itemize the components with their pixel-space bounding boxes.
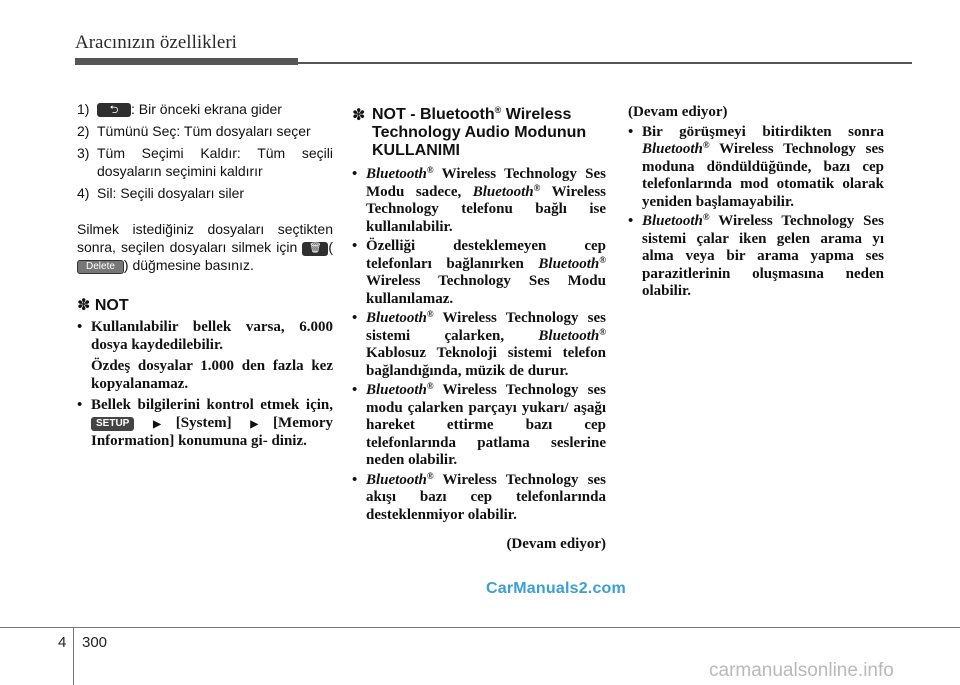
- list-item: • Bluetooth® Wireless Technology Ses sistemi çalar iken gelen arama yı alma veya bir arama yapma ses parazitlerinin oluşmasına neden olabilir.: [628, 212, 884, 299]
- bullet-text: Wireless Technology ses sistemi çalarken,: [366, 310, 606, 344]
- registered-mark: ®: [494, 105, 502, 115]
- bullet-extra-text: Özdeş dosyalar 1.000 den fazla kez kopyalanamaz.: [91, 358, 333, 392]
- step-number: 1): [77, 101, 90, 117]
- setup-key: SETUP: [91, 417, 134, 431]
- list-item: • Bellek bilgilerini kontrol etmek için, SETUP ▶ [System] ▶ [Memory Information] konumuna gi- diniz.: [77, 397, 334, 449]
- bluetooth-term: Bluetooth: [472, 183, 534, 200]
- page-number: 300: [82, 634, 108, 651]
- paren-open: (: [328, 239, 334, 255]
- note-prefix: NOT -: [372, 106, 420, 123]
- bluetooth-term: Bluetooth: [642, 141, 703, 157]
- continued-label: (Devam ediyor): [628, 104, 728, 120]
- registered-mark: ®: [599, 254, 606, 265]
- bullet-text: Kullanılabilir bellek varsa, 6.000 dosya kaydedilebilir.: [91, 319, 333, 353]
- step-number: 3): [77, 145, 90, 161]
- step-item: [77, 100, 333, 118]
- list-item: • Bir görüşmeyi bitirdikten sonra Bluetooth® Wireless Technology ses moduna döndüldüğünde, bazı cep telefonlarında mod otomatik olarak yeniden başlamayabilir.: [628, 123, 884, 210]
- arrow-right-icon: ▶: [250, 418, 270, 430]
- bluetooth-term: Bluetooth: [538, 255, 600, 272]
- bullet-text: Bir görüşmeyi bitirdikten sonra: [642, 123, 884, 140]
- step-item: [77, 144, 333, 180]
- registered-mark: ®: [702, 140, 710, 150]
- bullet-text: Bellek bilgilerini kontrol etmek için,: [91, 397, 333, 413]
- watermark-link[interactable]: CarManuals2.com: [486, 580, 626, 597]
- delete-instruction-end: ) düğmesine basınız.: [123, 257, 254, 273]
- list-item: • Bluetooth® Wireless Technology ses sistemi çalarken, Bluetooth® Kablosuz Teknoloji sistemi telefon bağlandığında, müzik de durur.: [352, 309, 606, 379]
- bluetooth-term: Bluetooth: [366, 166, 427, 182]
- registered-mark: ®: [426, 309, 434, 319]
- column-middle: [352, 106, 606, 554]
- page-header-title: Aracınızın özellikleri: [75, 32, 237, 53]
- delete-instruction: [77, 220, 333, 274]
- bullet-text: Wireless Technology Ses Modu sadece,: [366, 166, 606, 200]
- arrow-right-icon: ▶: [153, 418, 172, 430]
- bullet-text: Özelliği desteklemeyen cep telefonları bağlanırken: [366, 238, 606, 272]
- bluetooth-term: Bluetooth: [538, 327, 600, 344]
- bluetooth-term: Bluetooth: [366, 471, 427, 488]
- header-rule-thin: [298, 62, 912, 64]
- bullet-text: Wireless Technology Ses Modu kullanılamaz.: [366, 273, 606, 307]
- note-heading: [352, 106, 606, 160]
- bluetooth-term: Bluetooth: [366, 310, 427, 326]
- list-item: • Bluetooth® Wireless Technology Ses Modu sadece, Bluetooth® Wireless Technology telefonu bağlı ise kullanılabilir.: [352, 165, 607, 235]
- column-left: [77, 100, 333, 453]
- delete-key: Delete: [77, 260, 124, 274]
- note-title: NOT: [94, 297, 129, 314]
- step-item: [77, 122, 333, 140]
- header-rule-thick: [75, 58, 298, 65]
- chapter-number: 4: [58, 634, 67, 651]
- step-text: Sil: Seçili dosyaları siler: [97, 185, 245, 201]
- bullet-text: Wireless Technology telefonu bağlı ise kullanılabilir.: [366, 183, 607, 235]
- delete-instruction-text: Silmek istediğiniz dosyaları seçtikten sonra, seçilen dosyaları silmek için: [77, 221, 333, 255]
- footer-rule: [0, 627, 960, 628]
- footer-divider: [73, 627, 74, 685]
- registered-mark: ®: [533, 182, 541, 193]
- star-icon: ✽: [352, 105, 366, 124]
- bullet-text: Wireless Technology Ses sistemi çalar iken gelen arama yı alma veya bir arama yapma ses parazitlerinin oluşmasına neden olabilir.: [642, 213, 884, 299]
- step-number: 4): [77, 185, 90, 201]
- star-icon: ✽: [77, 295, 91, 314]
- registered-mark: ®: [426, 470, 434, 481]
- trash-icon: 🗑: [302, 242, 328, 256]
- column-right: [628, 104, 884, 303]
- registered-mark: ®: [599, 326, 606, 337]
- bullet-text: Wireless Technology ses moduna döndüldüğünde, bazı cep telefonlarında mod otomatik olarak yeniden başlamayabilir.: [642, 141, 884, 210]
- list-item: • Bluetooth® Wireless Technology ses akışı bazı cep telefonlarında desteklenmiyor olabilir.: [352, 470, 606, 523]
- bullet-text-system: [System]: [175, 414, 232, 431]
- note-heading: [77, 296, 333, 315]
- registered-mark: ®: [426, 165, 434, 175]
- step-text: Tüm Seçimi Kaldır: Tüm seçili dosyaların seçimini kaldırır: [97, 145, 333, 179]
- step-text: : Bir önceki ekrana gider: [131, 101, 282, 117]
- note-brand: Bluetooth: [420, 106, 495, 123]
- step-text: Tümünü Seç: Tüm dosyaları seçer: [97, 123, 311, 139]
- bullet-text: Kablosuz Teknoloji sistemi telefon bağlandığında, müzik de durur.: [366, 345, 606, 379]
- bullet-text-memory: [Memory Information] konumuna gi- diniz.: [91, 414, 334, 449]
- footer-site-link[interactable]: carmanualsonline.info: [709, 660, 894, 681]
- bluetooth-term: Bluetooth: [642, 213, 703, 229]
- list-item: • Bluetooth® Wireless Technology ses modu çalarken parçayı yukarı/ aşağı hareket ettirme bazı cep telefonlarında patlama seslerine neden olabilir.: [352, 381, 606, 468]
- bullet-text: Wireless Technology ses modu çalarken parçayı yukarı/ aşağı hareket ettirme bazı cep telefonlarında patlama seslerine neden olabilir.: [366, 382, 606, 468]
- back-key-icon: ⮌: [97, 103, 131, 117]
- list-item: • Kullanılabilir bellek varsa, 6.000 dosya kaydedilebilir. Özdeş dosyalar 1.000 den fazla kez kopyalanamaz.: [77, 319, 333, 392]
- registered-mark: ®: [426, 381, 434, 391]
- bluetooth-term: Bluetooth: [366, 382, 427, 398]
- registered-mark: ®: [702, 212, 710, 222]
- note-rest: Wireless Technology Audio Modunun KULLANIMI: [372, 106, 587, 159]
- list-item: • Özelliği desteklemeyen cep telefonları bağlanırken Bluetooth® Wireless Technology Ses Modu kullanılamaz.: [352, 238, 606, 307]
- step-item: [77, 184, 333, 202]
- continued-label: (Devam ediyor): [506, 536, 606, 552]
- step-number: 2): [77, 123, 90, 139]
- bullet-text: Wireless Technology ses akışı bazı cep telefonlarında desteklenmiyor olabilir.: [366, 471, 606, 523]
